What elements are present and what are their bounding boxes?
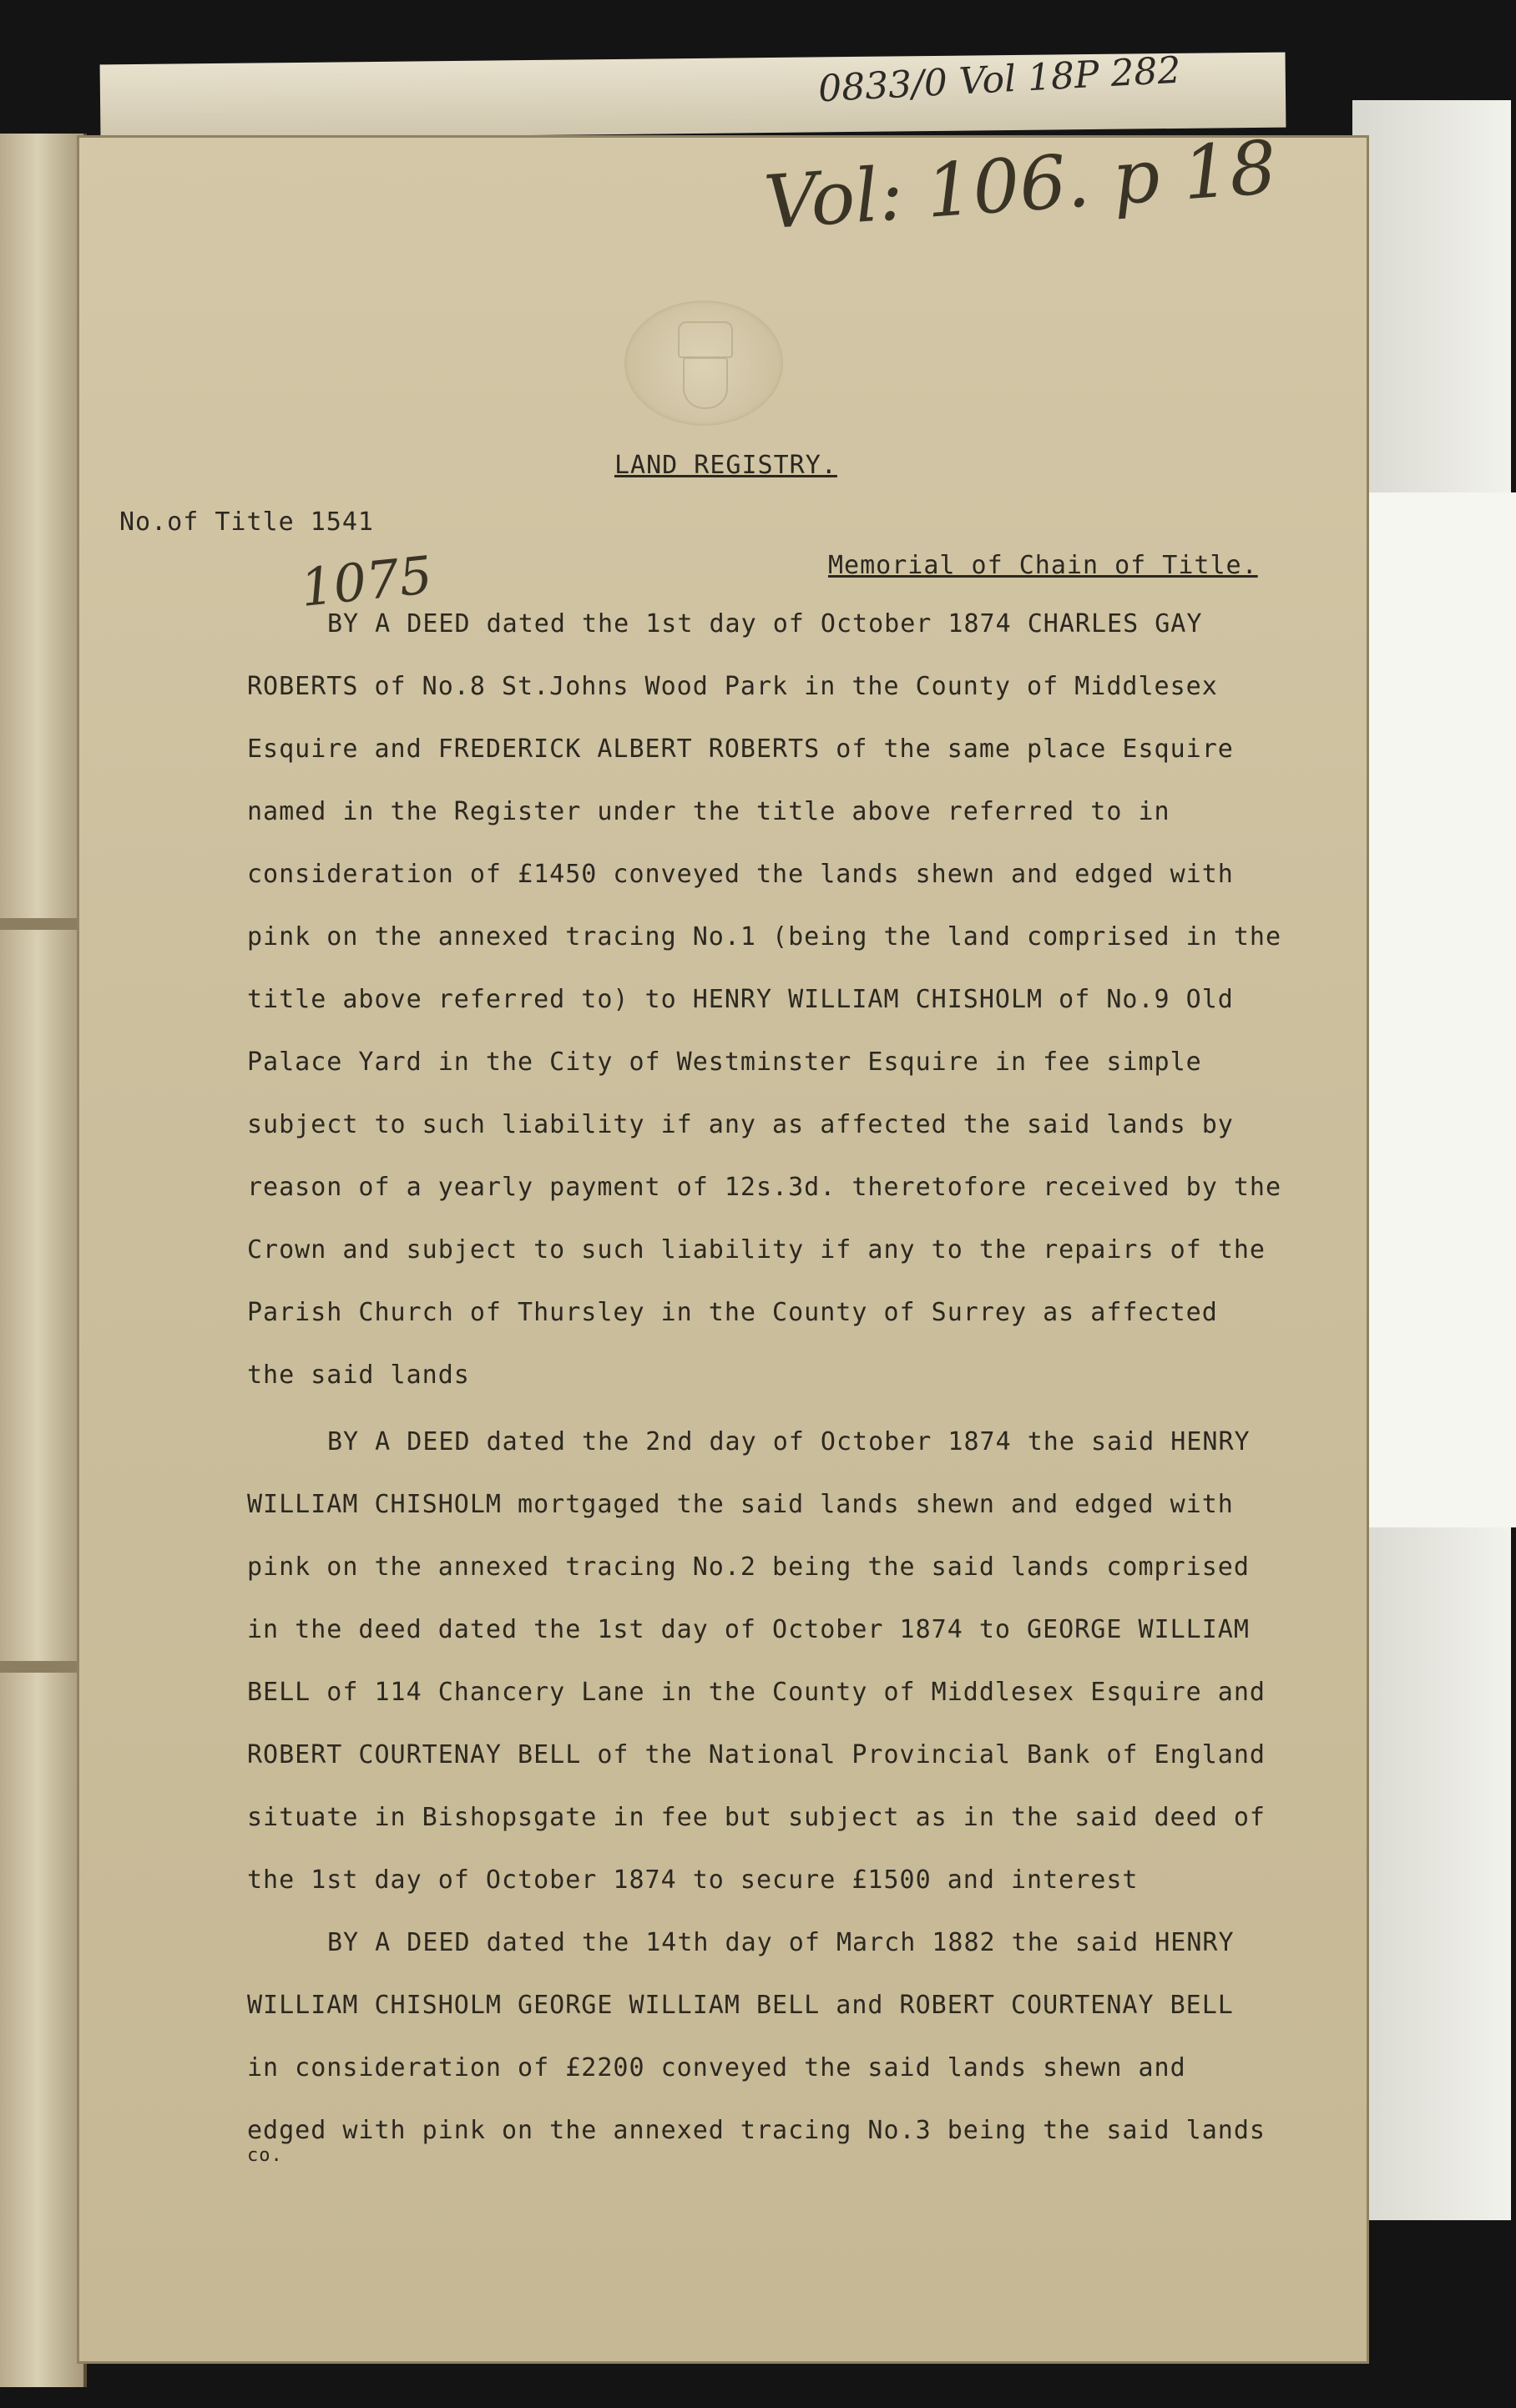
binder-band bbox=[0, 1661, 83, 1673]
text-line: Palace Yard in the City of Westminster Esquire in fee simple bbox=[247, 1048, 1202, 1077]
title-number: No.of Title 1541 bbox=[119, 507, 374, 537]
text-line: the said lands bbox=[247, 1360, 470, 1390]
text-line: the 1st day of October 1874 to secure £1500 and interest bbox=[247, 1865, 1139, 1895]
text-line: Esquire and FREDERICK ALBERT ROBERTS of the same place Esquire bbox=[247, 735, 1234, 764]
text-line: reason of a yearly payment of 12s.3d. theretofore received by the bbox=[247, 1173, 1281, 1202]
text-line: BY A DEED dated the 1st day of October 1874 CHARLES GAY bbox=[327, 609, 1203, 639]
text-line: subject to such liability if any as affected the said lands by bbox=[247, 1110, 1234, 1139]
page-footer-fragment: co. bbox=[247, 2145, 283, 2166]
text-line: edged with pink on the annexed tracing No.3 being the said lands bbox=[247, 2116, 1266, 2145]
text-line: pink on the annexed tracing No.2 being the said lands comprised bbox=[247, 1552, 1250, 1582]
binder-band bbox=[0, 918, 83, 930]
binder-spine bbox=[0, 134, 87, 2387]
text-line: pink on the annexed tracing No.1 (being the land comprised in the bbox=[247, 922, 1281, 952]
text-line: ROBERT COURTENAY BELL of the National Provincial Bank of England bbox=[247, 1740, 1266, 1769]
text-line: situate in Bishopsgate in fee but subject as in the said deed of bbox=[247, 1803, 1266, 1832]
text-line: Crown and subject to such liability if any to the repairs of the bbox=[247, 1235, 1266, 1265]
margin-number: 1075 bbox=[297, 543, 436, 619]
text-line: title above referred to) to HENRY WILLIAM CHISHOLM of No.9 Old bbox=[247, 985, 1234, 1014]
memorial-heading: Memorial of Chain of Title. bbox=[828, 551, 1258, 580]
text-line: consideration of £1450 conveyed the lands shewn and edged with bbox=[247, 860, 1234, 889]
back-sheet-insert bbox=[1369, 492, 1516, 1527]
seal-shield-icon bbox=[683, 357, 728, 409]
text-line: BY A DEED dated the 14th day of March 1882 the said HENRY bbox=[327, 1928, 1235, 1957]
volume-reference: Vol: 106. p 18 bbox=[761, 124, 1280, 246]
text-line: Parish Church of Thursley in the County of Surrey as affected bbox=[247, 1298, 1218, 1327]
text-line: in the deed dated the 1st day of October 1874 to GEORGE WILLIAM bbox=[247, 1615, 1250, 1644]
text-line: in consideration of £2200 conveyed the said lands shewn and bbox=[247, 2053, 1186, 2082]
top-strip-note: 0833/0 Vol 18P 282 bbox=[816, 48, 1182, 111]
text-line: ROBERTS of No.8 St.Johns Wood Park in the County of Middlesex bbox=[247, 672, 1218, 701]
document-heading: LAND REGISTRY. bbox=[614, 451, 837, 480]
text-line: WILLIAM CHISHOLM mortgaged the said lands shewn and edged with bbox=[247, 1490, 1234, 1519]
text-line: BELL of 114 Chancery Lane in the County of Middlesex Esquire and bbox=[247, 1678, 1266, 1707]
text-line: WILLIAM CHISHOLM GEORGE WILLIAM BELL and ROBERT COURTENAY BELL bbox=[247, 1991, 1234, 2020]
seal-crown-icon bbox=[678, 321, 733, 358]
text-line: named in the Register under the title above referred to in bbox=[247, 797, 1170, 826]
text-line: BY A DEED dated the 2nd day of October 1874 the said HENRY bbox=[327, 1427, 1251, 1456]
